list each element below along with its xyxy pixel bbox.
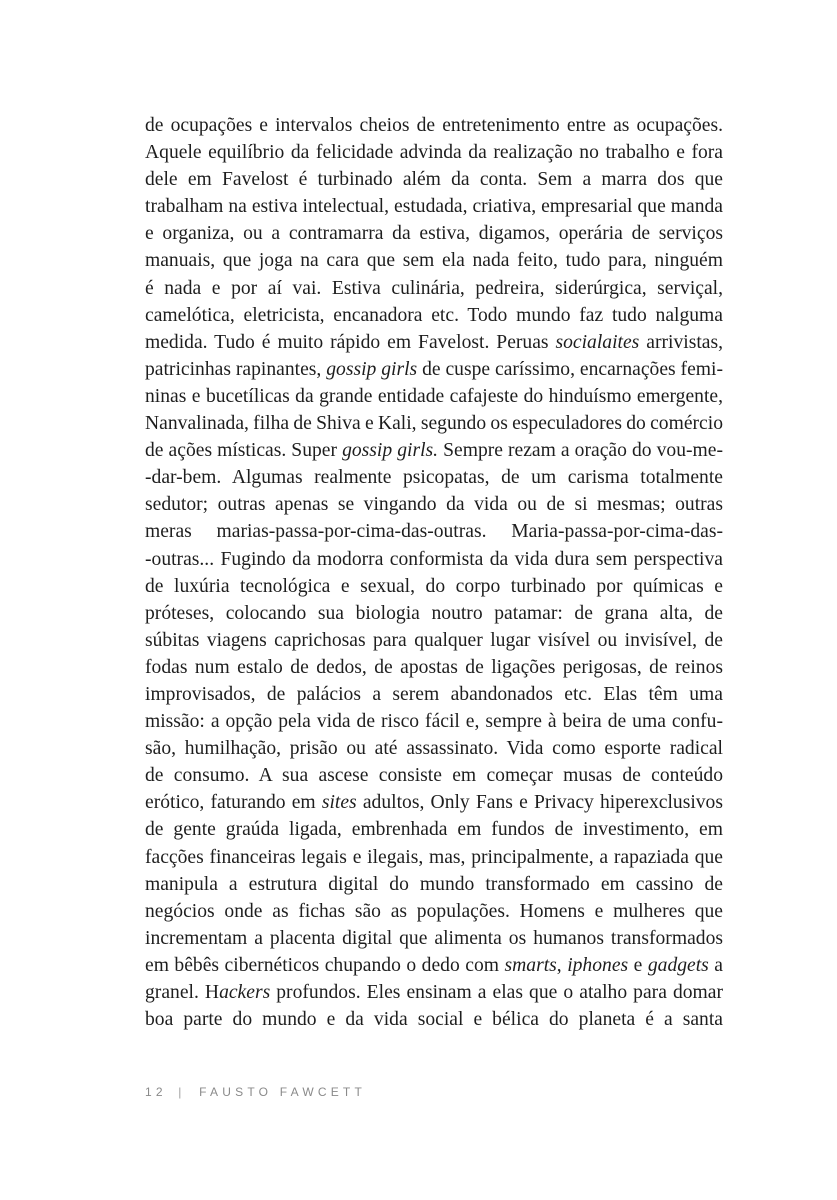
text-line	[145, 139, 723, 166]
text-line	[145, 383, 723, 410]
running-footer	[145, 1085, 366, 1099]
text-run: negócios onde as fichas são as populações. Homens e mulheres que	[145, 900, 723, 922]
text-line	[145, 166, 723, 193]
italic-text: sites	[321, 792, 357, 814]
text-run: em bêbês cibernéticos chupando o dedo com	[145, 954, 505, 976]
text-line	[145, 275, 723, 302]
text-line	[145, 1006, 723, 1033]
text-run: Nanvalinada, filha de Shiva e Kali, segundo os especuladores do comércio	[145, 413, 723, 435]
text-line	[145, 925, 723, 952]
text-run: próteses, colocando sua biologia noutro patamar: de grana alta, de	[145, 602, 723, 624]
text-run: missão: a opção pela vida de risco fácil e, sempre à beira de uma confu-	[145, 711, 723, 733]
text-line	[145, 871, 723, 898]
text-run: ,	[556, 954, 568, 976]
text-run: incrementam a placenta digital que alimenta os humanos transformados	[145, 927, 723, 949]
italic-text: gadgets	[647, 954, 709, 976]
text-run: improvisados, de palácios a serem abandonados etc. Elas têm uma	[145, 683, 723, 705]
text-line	[145, 356, 723, 383]
text-line	[145, 898, 723, 925]
text-line	[145, 112, 723, 139]
footer-separator: |	[178, 1085, 186, 1099]
text-run: a	[708, 954, 723, 976]
text-run: é nada e por aí vai. Estiva culinária, pedreira, siderúrgica, serviçal,	[145, 277, 723, 299]
text-line	[145, 681, 723, 708]
text-line	[145, 247, 723, 274]
text-line	[145, 627, 723, 654]
text-line	[145, 600, 723, 627]
text-run: profundos. Eles ensinam a elas que o atalho para domar	[270, 982, 723, 1003]
text-run: de luxúria tecnológica e sexual, do corpo turbinado por químicas e	[145, 575, 723, 597]
text-run: patricinhas rapinantes,	[145, 358, 327, 380]
body-text	[145, 112, 723, 1033]
text-line	[145, 220, 723, 247]
text-run: de gente graúda ligada, embrenhada em fundos de investimento, em	[145, 819, 723, 841]
italic-text: socialaites	[555, 331, 640, 353]
text-run: de consumo. A sua ascese consiste em começar musas de conteúdo	[145, 765, 723, 787]
text-line	[145, 979, 723, 1006]
text-line	[145, 735, 723, 762]
text-run: súbitas viagens caprichosas para qualquer lugar visível ou invisível, de	[145, 629, 723, 651]
text-line	[145, 952, 723, 979]
text-line	[145, 193, 723, 220]
text-run: são, humilhação, prisão ou até assassinato. Vida como esporte radical	[145, 738, 723, 760]
text-run: granel. H	[145, 982, 220, 1003]
text-line	[145, 410, 723, 437]
page-number: 12	[145, 1085, 167, 1099]
text-run: Sempre rezam a oração do vou-me-	[438, 440, 723, 462]
text-run: manipula a estrutura digital do mundo transformado em cassino de	[145, 873, 723, 895]
italic-text: iphones	[567, 954, 629, 976]
italic-text: smarts	[504, 954, 557, 976]
text-line	[145, 518, 723, 545]
italic-text: gossip girls	[326, 358, 418, 380]
text-line	[145, 491, 723, 518]
text-run: dele em Favelost é turbinado além da conta. Sem a marra dos que	[145, 169, 723, 191]
text-run: camelótica, eletricista, encanadora etc. Todo mundo faz tudo nalguma	[145, 304, 723, 326]
text-line	[145, 789, 723, 816]
text-line	[145, 654, 723, 681]
text-line	[145, 762, 723, 789]
text-line	[145, 844, 723, 871]
text-run: de ocupações e intervalos cheios de entretenimento entre as ocupações.	[145, 115, 723, 136]
text-line	[145, 329, 723, 356]
text-run: trabalham na estiva intelectual, estudada, criativa, empresarial que manda	[145, 196, 723, 218]
text-line	[145, 437, 723, 464]
text-run: Aquele equilíbrio da felicidade advinda da realização no trabalho e fora	[145, 142, 723, 164]
text-line	[145, 302, 723, 329]
text-run: fodas num estalo de dedos, de apostas de ligações perigosas, de reinos	[145, 656, 723, 678]
text-line	[145, 816, 723, 843]
text-run: -dar-bem. Algumas realmente psicopatas, de um carisma totalmente	[145, 467, 723, 489]
text-run: meras marias-passa-por-cima-das-outras. Maria-passa-por-cima-das-	[145, 521, 723, 543]
text-run: ninas e bucetílicas da grande entidade cafajeste do hinduísmo emergente,	[145, 385, 723, 407]
italic-text: gossip girls.	[342, 440, 439, 462]
text-run: erótico, faturando em	[145, 792, 322, 814]
author-name: FAUSTO FAWCETT	[199, 1085, 366, 1099]
text-run: e	[628, 954, 648, 976]
text-line	[145, 546, 723, 573]
text-run: de ações místicas. Super	[145, 440, 343, 462]
text-line	[145, 464, 723, 491]
text-run: boa parte do mundo e da vida social e bélica do planeta é a santa	[145, 1009, 723, 1031]
text-run: facções financeiras legais e ilegais, mas, principalmente, a rapaziada que	[145, 846, 723, 868]
text-run: medida. Tudo é muito rápido em Favelost. Peruas	[145, 331, 556, 353]
italic-text: ackers	[219, 982, 271, 1003]
text-run: manuais, que joga na cara que sem ela nada feito, tudo para, ninguém	[145, 250, 723, 272]
text-line	[145, 708, 723, 735]
text-run: de cuspe caríssimo, encarnações femi-	[417, 358, 723, 380]
text-run: sedutor; outras apenas se vingando da vida ou de si mesmas; outras	[145, 494, 723, 516]
text-run: adultos, Only Fans e Privacy hiperexclusivos	[356, 792, 723, 814]
text-run: e organiza, ou a contramarra da estiva, digamos, operária de serviços	[145, 223, 723, 245]
text-line	[145, 573, 723, 600]
text-run: arrivistas,	[639, 331, 723, 353]
text-run: -outras... Fugindo da modorra conformista da vida dura sem perspectiva	[145, 548, 723, 570]
